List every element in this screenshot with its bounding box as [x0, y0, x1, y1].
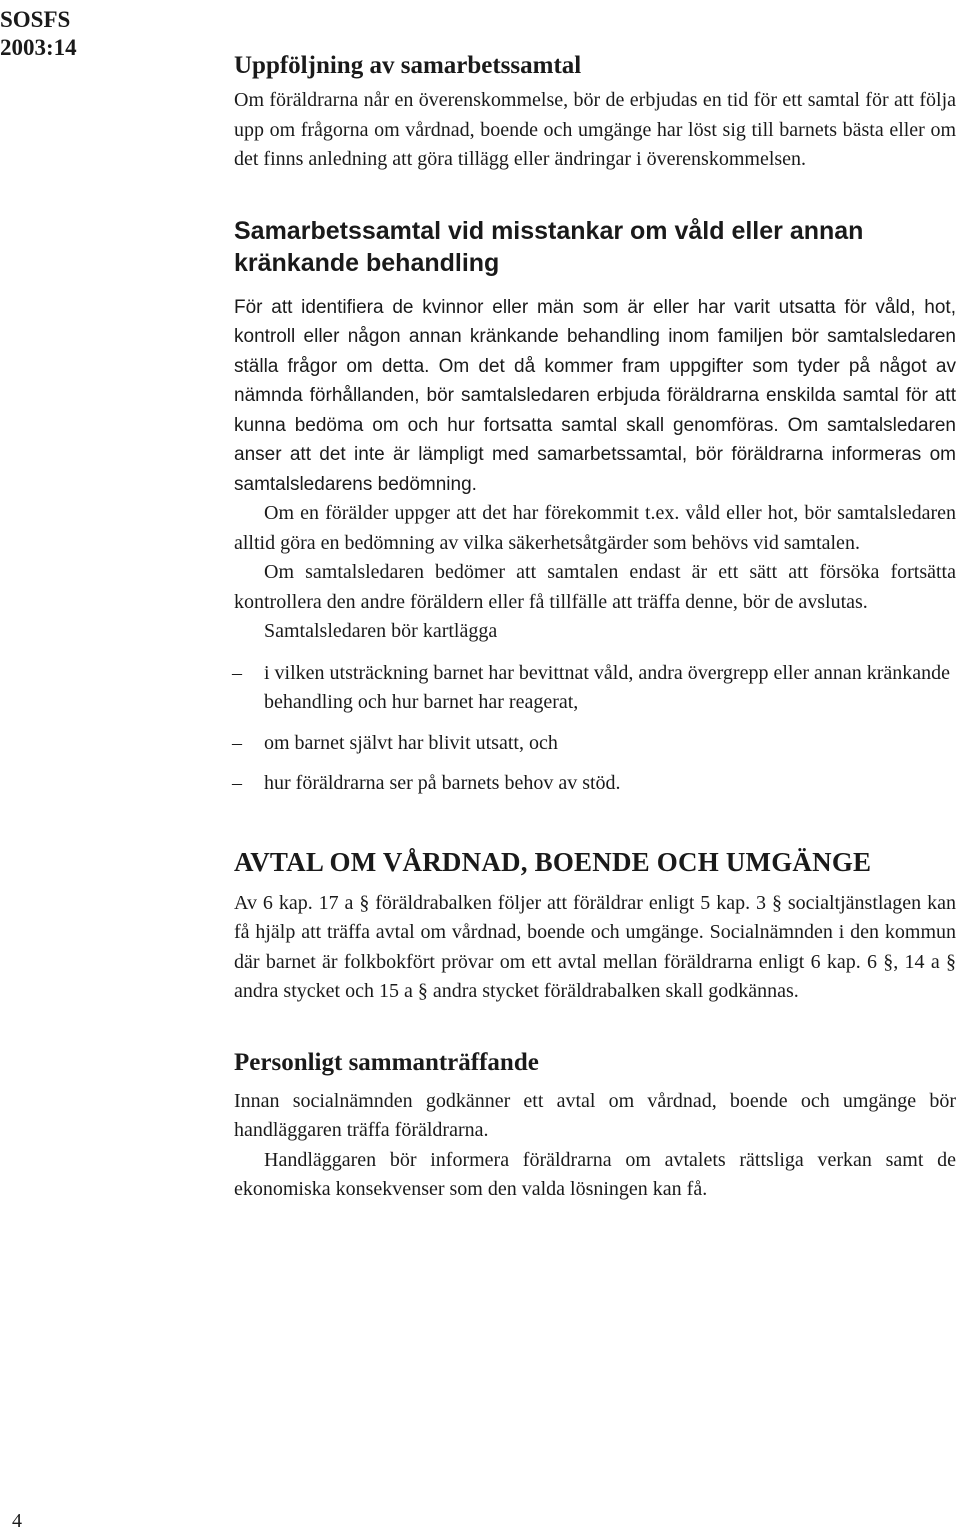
section-heading: Personligt sammanträffande [234, 1048, 539, 1076]
paragraph: För att identifiera de kvinnor eller män som är eller har varit utsatta för våld, hot, kontroll eller någon annan kränkande behandling inom familjen bör samtalsledaren ställa frågor om detta. Om det då kommer fram uppgifter som tyder på något av nämnda förhållanden, bör samtalsledaren erbjuda föräldrarna enskilda samtal för att kunna bedöma om och hur fortsatta samtal skall genomföras. Om samtalsledaren anser att det inte är lämpligt med samarbetssamtal, bör föräldrarna informeras om samtalsledarens bedömning. [234, 296, 956, 495]
section-agreement [234, 845, 956, 1007]
document-number: 2003:14 [0, 35, 77, 60]
paragraph: Handläggaren bör informera föräldrarna om avtalets rättsliga verkan samt de ekonomiska konsekvenser som den valda lösningen kan få. [234, 1148, 956, 1200]
document-series: SOSFS [0, 7, 71, 32]
section-follow-up [234, 50, 956, 175]
section-heading: Samarbetssamtal vid misstankar om våld eller annan kränkande behandling [234, 216, 864, 277]
paragraph: Om samtalsledaren bedömer att samtalen endast är ett sätt att försöka fortsätta kontrollera den andre föräldern eller få tillfälle att träffa denne, bör de avslutas. [234, 561, 956, 613]
dash-bullet: – [232, 661, 242, 684]
page-number: 4 [12, 1510, 22, 1532]
survey-list [234, 659, 956, 799]
paragraph: Samtalsledaren bör kartlägga [264, 620, 498, 642]
dash-bullet: – [232, 772, 242, 794]
section-violence-suspicion [234, 215, 956, 799]
paragraph: Innan socialnämnden godkänner ett avtal om vårdnad, boende och umgänge bör handläggaren träffa föräldrarna. [234, 1089, 956, 1141]
paragraph: Om en förälder uppger att det har förekommit t.ex. våld eller hot, bör samtalsledaren alltid göra en bedömning av vilka säkerhetsåtgärder som behövs vid samtalen. [234, 502, 956, 554]
list-item [234, 729, 956, 759]
section-personal-meeting [234, 1047, 956, 1205]
list-item-text: hur föräldrarna ser på barnets behov av stöd. [264, 772, 621, 794]
paragraph: Av 6 kap. 17 a § föräldrabalken följer att föräldrar enligt 5 kap. 3 § socialtjänstlagen kan få hjälp att träffa avtal om vårdnad, boende och umgänge. Socialnämnden i den kommun där barnet är folkbokfört prövar om ett avtal mellan föräldrarna enligt 6 kap. 6 §, 14 a § andra stycket och 15 a § andra stycket föräldrabalken skall godkännas. [234, 891, 956, 1002]
list-item-text: om barnet självt har blivit utsatt, och [264, 731, 558, 754]
chapter-heading: AVTAL OM VÅRDNAD, BOENDE OCH UMGÄNGE [234, 846, 872, 877]
document-body [234, 50, 956, 1205]
list-item [234, 659, 956, 718]
list-item [234, 769, 956, 799]
dash-bullet: – [232, 731, 242, 754]
document-identifier [0, 6, 77, 62]
list-item-text: i vilken utsträckning barnet har bevittnat våld, andra övergrepp eller annan kränkande behandling och hur barnet har reagerat, [264, 661, 951, 713]
section-heading: Uppföljning av samarbetssamtal [234, 52, 582, 79]
paragraph: Om föräldrarna når en överenskommelse, bör de erbjudas en tid för ett samtal för att följa upp om frågorna om vårdnad, boende och umgänge har löst sig till barnets bästa eller om det finns anledning att göra tillägg eller ändringar i överenskommelsen. [234, 89, 956, 170]
